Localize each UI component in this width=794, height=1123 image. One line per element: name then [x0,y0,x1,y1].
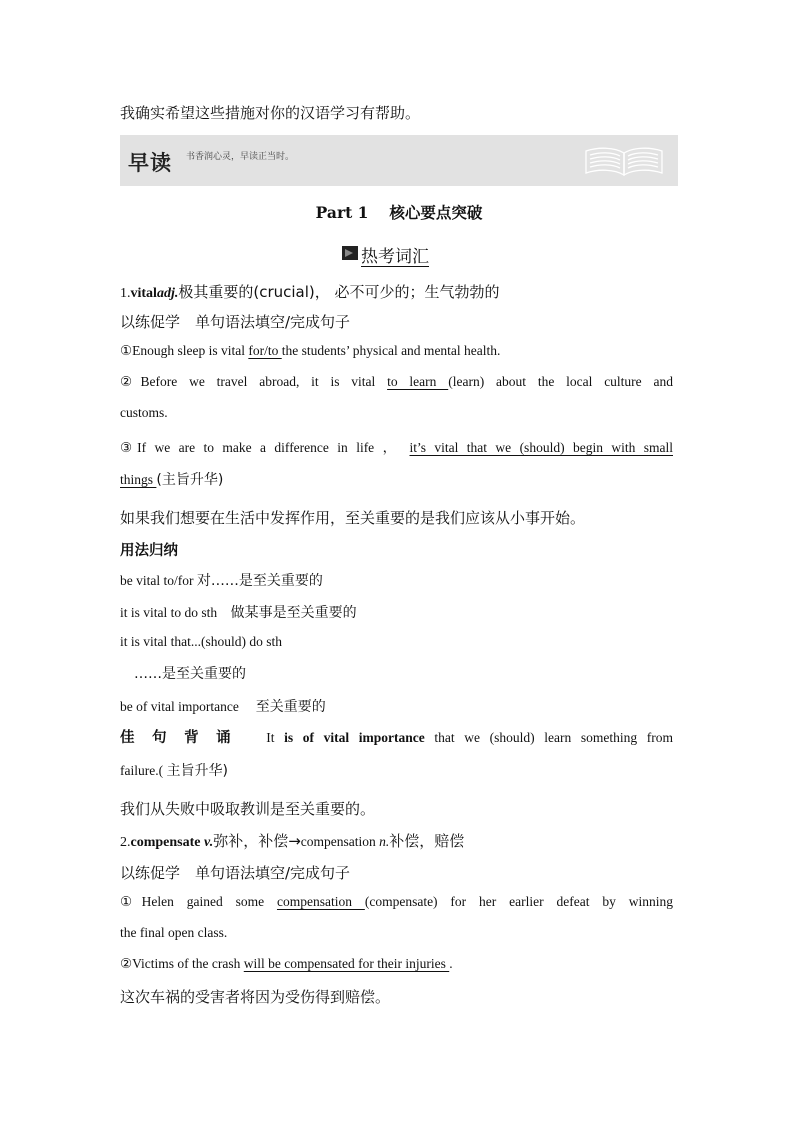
section-marker-icon [342,246,358,260]
usage-item-1 [120,570,323,590]
entry2-s2-answer: will be compensated for their injuries [243,956,450,971]
entry2-num: 2. [120,835,131,850]
entry1-s1-pre: ①Enough sleep is vital [120,343,249,358]
entry2-s1-answer: compensation [276,894,365,909]
entry1-num: 1. [120,286,131,301]
section-heading-text: 热考词汇 [361,247,429,267]
entry1-s3-continued [120,469,223,489]
entry2-derived: compensation [300,834,376,849]
entry2-derived-def: 补偿，赔偿 [389,832,465,850]
entry2-sentence2 [120,956,453,972]
entry1-sentence3 [120,436,673,456]
entry1-s2-post: (learn) about the local culture and [448,374,673,389]
entry2-header [120,830,464,851]
good-sentence-bold: is of vital importance [284,730,425,745]
entry2-sentence1 [120,894,673,910]
entry2-s2-translation: 这次车祸的受害者将因为受伤得到赔偿。 [120,988,391,1006]
usage-title: 用法归纳 [120,543,178,559]
entry1-s2-continued: customs. [120,405,168,420]
usage-2-zh: 做某事是至关重要的 [230,605,357,621]
entry1-sentence2 [120,374,673,390]
entry1-s2-answer: to learn [387,374,449,389]
entry2-practice: 以练促学 单句语法填空/完成句子 [120,864,351,882]
usage-item-2 [120,601,357,622]
intro-line: 我确实希望这些措施对你的汉语学习有帮助。 [120,104,421,122]
good-sentence-cont: failure.( [120,763,167,778]
good-sentence-continued [120,760,228,780]
entry1-s1-answer: for/to [248,343,282,358]
part-heading: Part 1 核心要点突破 [315,203,483,222]
entry2-derived-pos: n. [379,834,390,849]
good-sentence-tag: 主旨升华) [166,763,228,779]
entry1-pos: adj. [156,286,179,301]
entry1-s3-answer-cont: things [120,472,157,487]
entry1-s3-translation: 如果我们想要在生活中发挥作用，至关重要的是我们应该从小事开始。 [120,509,586,527]
entry1-header [120,281,500,302]
good-sentence [120,726,673,747]
entry2-s1-pre: ①Helen gained some [120,894,277,909]
banner-title: 早读 [128,150,172,175]
entry1-s2-pre: ②Before we travel abroad, it is vital [120,374,388,389]
good-sentence-translation: 我们从失败中吸取教训是至关重要的。 [120,800,376,818]
entry2-word: compensate [130,835,201,850]
entry2-s2-post: . [449,956,453,971]
entry1-word: vital [130,286,157,301]
usage-4-zh: 至关重要的 [255,699,326,715]
banner-subtitle: 书香润心灵，早读正当时。 [186,152,295,162]
entry1-s3-tag: (主旨升华) [156,472,224,488]
good-sentence-label: 佳 句 背 诵 [120,730,237,746]
entry2-s2-pre: ②Victims of the crash [120,956,244,971]
entry1-sentence1 [120,343,500,359]
usage-4-en: be of vital importance [120,699,256,714]
usage-1-zh: 对……是至关重要的 [196,573,323,589]
entry2-def: 弥补，补偿→ [213,832,301,850]
usage-1-en: be vital to/for [120,573,197,588]
usage-2-en: it is vital to do sth [120,605,231,620]
entry2-pos: v. [204,835,214,850]
entry2-s1-post: (compensate) for her earlier defeat by winning [364,894,674,909]
entry1-s3-answer: it’s vital that we (should) begin with small [409,440,673,455]
entry1-def: 极其重要的(crucial)， 必不可少的；生气勃勃的 [178,283,500,301]
usage-item-3-meaning: ……是至关重要的 [120,666,246,682]
good-sentence-pre: It [266,730,285,745]
entry1-s3-pre: ③If we are to make a difference in life ， [120,440,410,455]
entry1-s1-post: the students’ physical and mental health. [281,343,501,358]
usage-item-3: it is vital that...(should) do sth [120,634,282,649]
entry1-practice: 以练促学 单句语法填空/完成句子 [120,313,351,331]
good-sentence-post: that we (should) learn something from [424,730,674,745]
entry2-s1-continued: the final open class. [120,925,228,940]
usage-item-4 [120,695,326,716]
